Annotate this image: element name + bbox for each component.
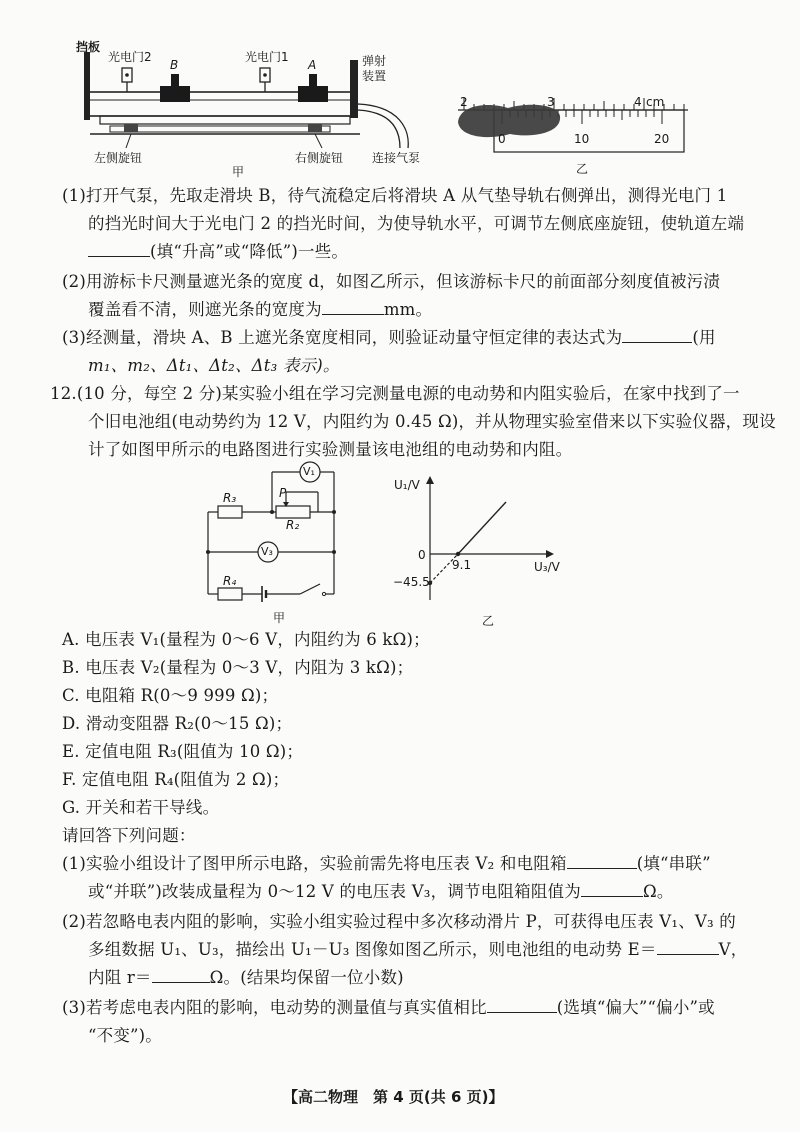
answer-blank-2[interactable] (322, 298, 384, 315)
q12-sub2-line2-post: V， (718, 940, 748, 959)
launcher-label (362, 54, 386, 84)
circuit-p-label: P (279, 486, 287, 500)
caliper-vernier-20: 20 (654, 132, 670, 146)
q12-sub1-line2 (88, 878, 674, 906)
circuit-r4-label: R₄ (223, 574, 237, 588)
q12-sub2-line3 (88, 964, 404, 992)
answer-blank-4[interactable] (567, 852, 637, 869)
option-e: E. 定值电阻 R₃(阻值为 10 Ω)； (62, 742, 304, 761)
q11-part3-line1-post: (用 (692, 328, 716, 347)
option-a: A. 电压表 V₁(量程为 0～6 V，内阻约为 6 kΩ)； (62, 630, 430, 649)
q12-sub3-line1-post: (选填“偏大”“偏小”或 (556, 998, 715, 1017)
answer-blank-8[interactable] (487, 996, 557, 1013)
q11-part3-line2: m₁、m₂、Δt₁、Δt₂、Δt₃ 表示)。 (88, 356, 340, 375)
option-f: F. 定值电阻 R₄(阻值为 2 Ω)； (62, 770, 290, 789)
q11-part2-line2-pre: 覆盖看不清，则遮光条的宽度为 (88, 300, 322, 319)
answer-blank-6[interactable] (657, 938, 719, 955)
caliper-vernier-10: 10 (574, 132, 590, 146)
option-c: C. 电阻箱 R(0～9 999 Ω)； (62, 686, 279, 705)
caliper-main-3: 3 (547, 95, 555, 109)
circuit-r3-label: R₃ (223, 491, 237, 505)
q11-part1-line1: (1)打开气泵，先取走滑块 B，待气流稳定后将滑块 A 从气垫导轨右侧弹出，测得光电门 1 (62, 186, 728, 205)
q12-sub1-line1 (62, 850, 711, 878)
graph-origin: 0 (418, 548, 426, 562)
circuit-v1-label: V₁ (303, 465, 315, 478)
q12-sub1-line2-pre: 或“并联”)改装成量程为 0～12 V 的电压表 V₃，调节电阻箱阻值为 (88, 882, 581, 901)
answer-blank-5[interactable] (581, 880, 643, 897)
q12-sub2-line2 (88, 936, 747, 964)
ask-line: 请回答下列问题： (62, 826, 196, 845)
q12-sub3-line1 (62, 994, 715, 1022)
q11-part3-line1 (62, 324, 716, 352)
graph-caption: 乙 (482, 614, 495, 628)
circuit-v3-label: V₃ (261, 545, 273, 558)
q12-sub1-line1-pre: (1)实验小组设计了图甲所示电路，实验前需先将电压表 V₂ 和电阻箱 (62, 854, 567, 873)
fig-jia-caption: 甲 (232, 165, 245, 179)
q11-part1-line3 (88, 238, 348, 266)
gate1-label: 光电门1 (245, 50, 289, 64)
option-g: G. 开关和若干导线。 (62, 798, 220, 817)
q12-intro-line2: 个旧电池组(电动势约为 12 V，内阻约为 0.45 Ω)，并从物理实验室借来以下实验仪器，现设 (88, 412, 776, 431)
q12-sub1-line2-post: Ω。 (642, 882, 674, 901)
option-b: B. 电压表 V₂(量程为 0～3 V，内阻为 3 kΩ)； (62, 658, 414, 677)
q11-part2-line1: (2)用游标卡尺测量遮光条的宽度 d，如图乙所示，但该游标卡尺的前面部分刻度值被污渍 (62, 272, 721, 291)
block-a-label: A (308, 58, 317, 72)
q11-part1-line3-text: (填“升高”或“降低”)一些。 (150, 242, 349, 261)
q12-intro-line3: 计了如图甲所示的电路图进行实验测量该电池组的电动势和内阻。 (88, 440, 573, 459)
option-d: D. 滑动变阻器 R₂(0～15 Ω)； (62, 714, 293, 733)
q11-part1-line2: 的挡光时间大于光电门 2 的挡光时间，为使导轨水平，可调节左侧底座旋钮，使轨道左端 (88, 214, 745, 233)
graph-solid-line (458, 502, 506, 554)
caliper-main-4: 4 (634, 95, 642, 109)
caliper-main-2: 2 (460, 95, 468, 109)
caliper-vernier-0: 0 (498, 132, 506, 146)
circuit-r2-label: R₂ (286, 518, 300, 532)
gate2-label: 光电门2 (108, 50, 152, 64)
launcher-label-line1: 弹射 (362, 54, 387, 68)
right-knob-label: 右侧旋钮 (295, 151, 344, 165)
answer-blank-7[interactable] (152, 966, 210, 983)
graph-ylabel: U₁/V (394, 478, 420, 492)
block-b-label: B (170, 58, 179, 72)
circuit-caption: 甲 (273, 611, 286, 625)
answer-blank-1[interactable] (88, 240, 150, 257)
q12-sub2-line1: (2)若忽略电表内阻的影响，实验小组实验过程中多次移动滑片 P，可获得电压表 V₁、V₃ 的 (62, 912, 736, 931)
q12-intro-line1: 12.(10 分，每空 2 分)某实验小组在学习完测量电源的电动势和内阻实验后，在家中找到了一 (50, 384, 740, 403)
q12-sub2-line3-pre: 内阻 r＝ (88, 968, 152, 987)
fig-yi-caption: 乙 (576, 162, 589, 176)
q12-sub3-line1-pre: (3)若考虑电表内阻的影响，电动势的测量值与真实值相比 (62, 998, 487, 1017)
graph-xlabel: U₃/V (534, 560, 560, 574)
q12-sub2-line3-post: Ω。(结果均保留一位小数) (209, 968, 404, 987)
q11-part3-line1-pre: (3)经测量，滑块 A、B 上遮光条宽度相同，则验证动量守恒定律的表达式为 (62, 328, 623, 347)
q12-sub3-line2: “不变”)。 (88, 1026, 163, 1045)
caliper-unit: cm (646, 95, 665, 109)
q11-part2-line2-post: mm。 (383, 300, 433, 319)
page-footer: 【高二物理 第 4 页(共 6 页)】 (283, 1088, 504, 1106)
answer-blank-3[interactable] (622, 326, 692, 343)
q11-part2-line2 (88, 296, 432, 324)
q12-sub2-line2-pre: 多组数据 U₁、U₃，描绘出 U₁－U₃ 图像如图乙所示，则电池组的电动势 E＝ (88, 940, 657, 959)
baffle-label: 挡板 (76, 40, 101, 54)
launcher-label-line2: 装置 (362, 69, 387, 83)
graph-x-intercept: 9.1 (452, 558, 472, 572)
graph-y-intercept: −45.5 (393, 575, 430, 589)
left-knob-label: 左侧旋钮 (94, 151, 143, 165)
pump-label: 连接气泵 (372, 151, 421, 165)
q12-sub1-line1-post: (填“串联” (636, 854, 711, 873)
